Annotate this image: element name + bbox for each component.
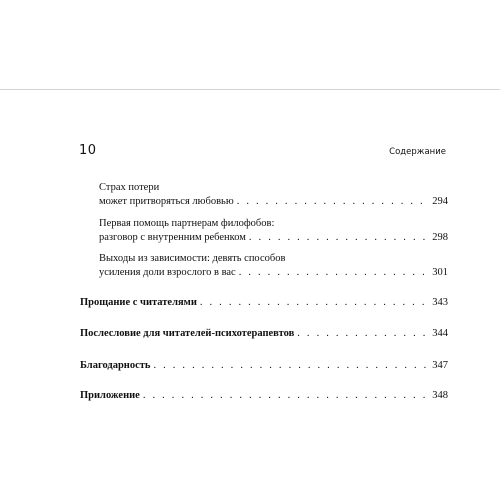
toc-entry-line <box>99 266 448 280</box>
toc-entry-line <box>80 359 448 373</box>
toc-entry-title-line2: разговор с внутренним ребенком <box>99 231 246 243</box>
toc-entry-title-line2: может притворяться любовью <box>99 195 234 207</box>
toc-main-entry <box>80 359 448 373</box>
toc-sub-entry <box>99 252 448 279</box>
toc-main-entry <box>80 296 448 310</box>
leader-dots <box>249 231 429 245</box>
leader-dots <box>297 327 429 341</box>
leader-dots <box>153 359 429 373</box>
toc-page-number: 294 <box>432 195 448 207</box>
toc-page-number: 298 <box>432 231 448 243</box>
toc-page-number: 347 <box>432 360 448 371</box>
leader-dots <box>143 389 429 403</box>
toc-entry-line <box>80 389 448 403</box>
leader-dots <box>200 296 429 310</box>
toc-sub-entry <box>99 181 448 208</box>
toc-entry-line <box>80 327 448 341</box>
toc-main-entry <box>80 389 448 403</box>
toc-page-number: 343 <box>432 297 448 308</box>
leader-dots <box>237 195 430 209</box>
toc-entry-title-line1: Страх потери <box>99 182 160 193</box>
toc-page-number: 348 <box>432 390 448 401</box>
leader-dots <box>239 266 430 280</box>
toc-page-number: 301 <box>432 266 448 278</box>
toc-entry-title-line1: Первая помощь партнерам филофобов: <box>99 218 275 229</box>
toc-entry-line <box>99 231 448 245</box>
running-head: Содержание <box>389 147 446 157</box>
page-top-edge <box>0 89 500 90</box>
toc-entry-line <box>80 296 448 310</box>
toc-page-number: 344 <box>432 328 448 339</box>
toc-entry-title: Приложение <box>80 390 140 401</box>
toc-entry-title-line1: Выходы из зависимости: девять способов <box>99 253 286 264</box>
toc-entry-title: Благодарность <box>80 360 151 371</box>
toc-entry-title: Послесловие для читателей-психотерапевтов <box>80 328 295 339</box>
page-number: 10 <box>79 143 97 158</box>
toc-entry-title: Прощание с читателями <box>80 297 197 308</box>
toc-main-entry <box>80 327 448 341</box>
toc-entry-title-line2: усиления доли взрослого в вас <box>99 266 236 278</box>
toc-entry-line <box>99 195 448 209</box>
toc-sub-entry <box>99 217 448 244</box>
